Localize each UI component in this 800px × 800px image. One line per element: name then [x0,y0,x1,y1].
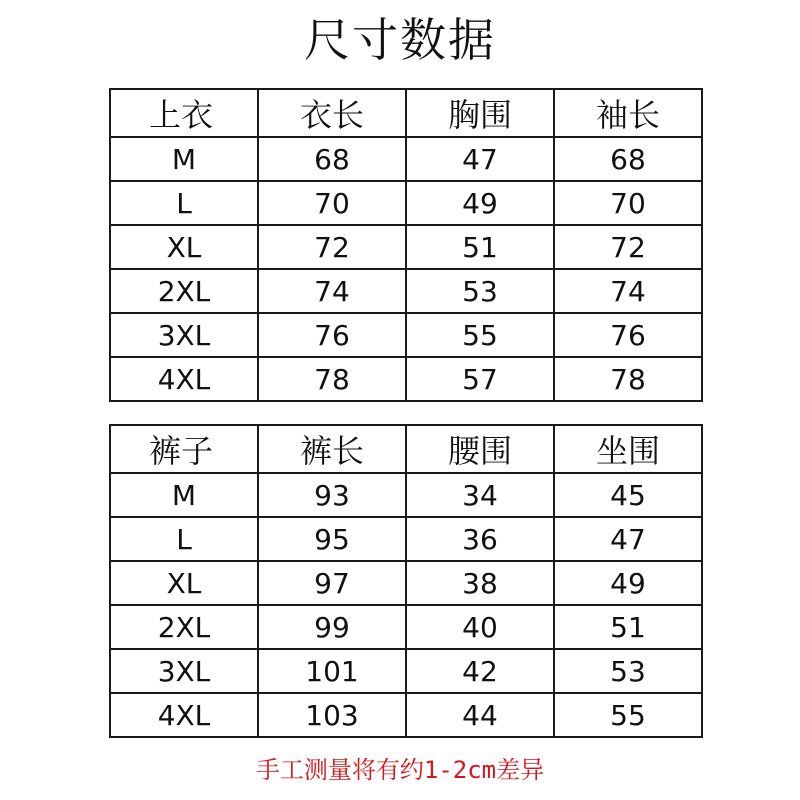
table-corner-label: 上衣 [110,89,258,137]
column-header: 袖长 [554,89,702,137]
page-title: 尺寸数据 [304,13,496,67]
table-row [110,313,702,357]
measurement-cell: 53 [406,269,554,313]
measurement-cell: 76 [258,313,406,357]
table-row [110,137,702,181]
size-label: M [110,473,258,517]
measurement-cell: 49 [554,561,702,605]
measurement-cell: 103 [258,693,406,737]
measurement-cell: 78 [554,357,702,401]
measurement-cell: 97 [258,561,406,605]
measurement-cell: 57 [406,357,554,401]
table-row [110,181,702,225]
column-header: 裤长 [258,425,406,473]
table-row [110,605,702,649]
measurement-cell: 78 [258,357,406,401]
measurement-cell: 72 [258,225,406,269]
top-size-table [109,88,703,402]
table-row [110,225,702,269]
size-label: L [110,181,258,225]
table-row [110,517,702,561]
measurement-cell: 36 [406,517,554,561]
table-row [110,357,702,401]
table-row [110,561,702,605]
size-label: L [110,517,258,561]
measurement-cell: 38 [406,561,554,605]
measurement-cell: 42 [406,649,554,693]
measurement-cell: 34 [406,473,554,517]
size-label: 2XL [110,269,258,313]
column-header: 坐围 [554,425,702,473]
pants-size-table [109,424,703,738]
measurement-cell: 101 [258,649,406,693]
measurement-cell: 53 [554,649,702,693]
measurement-cell: 93 [258,473,406,517]
measurement-cell: 70 [554,181,702,225]
measurement-cell: 55 [406,313,554,357]
size-label: M [110,137,258,181]
column-header: 胸围 [406,89,554,137]
size-label: 4XL [110,357,258,401]
measurement-cell: 47 [406,137,554,181]
measurement-cell: 44 [406,693,554,737]
size-label: XL [110,561,258,605]
table-row [110,269,702,313]
measurement-cell: 76 [554,313,702,357]
size-label: 4XL [110,693,258,737]
measurement-cell: 72 [554,225,702,269]
measurement-cell: 40 [406,605,554,649]
measurement-cell: 49 [406,181,554,225]
table-header-row [110,89,702,137]
size-label: 2XL [110,605,258,649]
table-row [110,473,702,517]
measurement-cell: 70 [258,181,406,225]
table-header-row [110,425,702,473]
measurement-cell: 95 [258,517,406,561]
measurement-cell: 51 [406,225,554,269]
measurement-cell: 68 [554,137,702,181]
size-label: 3XL [110,313,258,357]
measurement-cell: 51 [554,605,702,649]
measurement-cell: 74 [258,269,406,313]
measurement-cell: 74 [554,269,702,313]
measurement-note: 手工测量将有约1-2cm差异 [255,756,545,784]
column-header: 衣长 [258,89,406,137]
measurement-cell: 99 [258,605,406,649]
column-header: 腰围 [406,425,554,473]
measurement-cell: 68 [258,137,406,181]
size-label: 3XL [110,649,258,693]
table-row [110,649,702,693]
measurement-cell: 47 [554,517,702,561]
measurement-cell: 55 [554,693,702,737]
table-row [110,693,702,737]
table-corner-label: 裤子 [110,425,258,473]
measurement-cell: 45 [554,473,702,517]
size-label: XL [110,225,258,269]
